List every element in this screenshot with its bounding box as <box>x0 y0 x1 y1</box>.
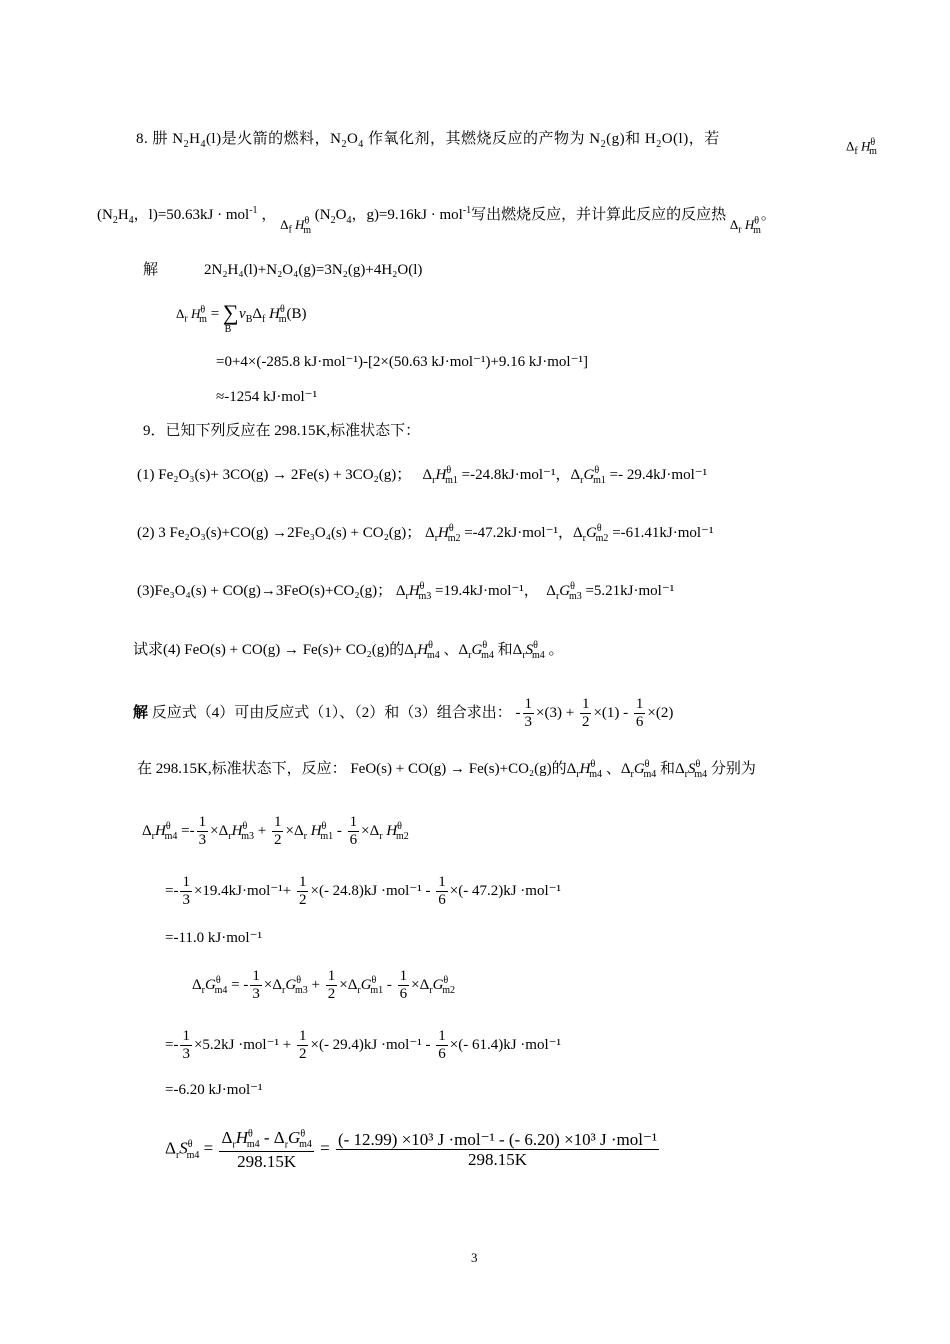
p8-text: 写出燃烧反应，并计算此反应的反应热 <box>471 207 727 223</box>
p8-text: (N <box>314 207 331 223</box>
p9-text: (2) 3 Fe₂O₃(s)+CO(g) →2Fe₃O₄(s) + CO₂(g)； <box>137 525 422 541</box>
p8-text: 。 <box>760 207 776 223</box>
p9-text: 、 <box>443 642 459 658</box>
g-calc-text: ×5.2kJ ·mol⁻¹ + <box>193 1037 292 1054</box>
s-numerator: (- 12.99) ×10³ J ·mol⁻¹ - (- 6.20) ×10³ J ·mol⁻¹ <box>337 1129 658 1149</box>
p9-text: =-61.41kJ·mol⁻¹ <box>612 525 714 541</box>
p8-text: (l)是火箭的燃料，N <box>205 131 342 147</box>
p9-solution-intro: 解 反应式（4）可由反应式（1）、（2）和（3）组合求出： - $\frac{1}{3}$ ×(3) + $\frac{1}{2}$ ×(1) - $\frac{1}{6}$ ×(2) <box>133 696 674 731</box>
p8-text: O(l)，若 <box>661 131 720 147</box>
delta-f-h-symbol: $\Delta_f$ $H^\theta_m$ <box>846 137 877 157</box>
p9-text: =5.21kJ·mol⁻¹ <box>585 583 675 599</box>
p9-text: 和 <box>660 761 676 777</box>
p8-text: O <box>335 207 347 223</box>
p8-formula: $\Delta_r$ $H^\theta_m = \sum_B$ $\nu_B\Delta_f$ $H^\theta_m(B)$ <box>176 300 307 335</box>
p9-text: 在 298.15K,标准状态下，反应： FeO(s) + CO(g) → Fe(s)+CO₂(g)的 <box>137 761 567 777</box>
h-calc-text: ×(- 47.2)kJ ·mol⁻¹ <box>449 883 562 900</box>
s-denominator: 298.15K <box>237 1151 297 1171</box>
p9-text: =19.4kJ·mol⁻¹， <box>435 583 539 599</box>
p8-text: 作氧化剂，其燃烧反应的产物为 N <box>363 131 601 147</box>
g-result: =-6.20 kJ·mol⁻¹ <box>165 1082 263 1098</box>
h-formula: $\Delta_rH^\theta_{m4}$ =- $\frac{1}{3}$ $\times\Delta_rH^\theta_{m3}$ + $\frac{1}{2}$ $\times\Delta_r$ $H^\theta_{m1}$ - $\frac{1}{6}$ $\times\Delta_r$ $H^\theta_{m2}$ <box>142 814 409 849</box>
g-formula: $\Delta_rG^\theta_{m4}$ = - $\frac{1}{3}$ $\times\Delta_rG^\theta_{m3}$ + $\frac{1}{2}$ $\times\Delta_rG^\theta_{m1}$ - $\frac{1}{6}$ $\times\Delta_rG^\theta_{m2}$ <box>192 968 455 1003</box>
g-calc-text: ×(- 29.4)kJ ·mol⁻¹ - <box>310 1037 431 1054</box>
p9-reaction-2: (2) 3 Fe₂O₃(s)+CO(g) →2Fe₃O₄(s) + CO₂(g)； $\Delta_rH^\theta_{m2} =-47.2kJ\cdot mol^{-1}$，$\Delta_rG^\theta_{m2} =-61.41kJ\cdot mol^{-1}$ <box>137 523 714 544</box>
h-calc: =- $\frac{1}{3}$ ×19.4kJ·mol⁻¹+ $\frac{1}{2}$ ×(- 24.8)kJ ·mol⁻¹ - $\frac{1}{6}$ ×(- 47.2)kJ ·mol⁻¹ <box>165 874 562 909</box>
p9-text: (3)Fe₃O₄(s) + CO(g)→3FeO(s)+CO₂(g)； <box>137 583 393 599</box>
p8-calc1: =0+4×(-285.8 kJ·mol⁻¹)-[2×(50.63 kJ·mol⁻¹)+9.16 kJ·mol⁻¹] <box>216 354 589 370</box>
h-calc-text: ×19.4kJ·mol⁻¹+ <box>193 883 292 900</box>
p9-text: 试求(4) FeO(s) + CO(g) → Fe(s)+ CO₂(g)的 <box>133 642 405 658</box>
p9-text: 。 <box>548 642 564 658</box>
p8-text: 8. 肼 N <box>136 131 184 147</box>
p8-calc2: ≈-1254 kJ·mol⁻¹ <box>216 389 318 405</box>
p8-text: ，l)=50.63kJ · mol <box>133 207 250 223</box>
p9-text: =-47.2kJ·mol⁻¹， <box>464 525 574 541</box>
p8-solution-label: 解 <box>143 262 159 278</box>
s-formula: $\Delta_rS^\theta_{m4}$ = $\frac{\Delta_rH^\theta_{m4} - \Delta_rG^\theta_{m4}}{298.15K}$ = $\frac{\text{(- 12.99) ×10³ J ·mol⁻¹ - (- 6.20) ×10³ J ·mol⁻¹}}{298.15K}$ <box>165 1128 658 1171</box>
p9-text: 反应式（4）可由反应式（1）、（2）和（3）组合求出： <box>148 705 512 722</box>
p9-question: 试求(4) FeO(s) + CO(g) → Fe(s)+ CO₂(g)的$\Delta_rH^\theta_{m4}$ 、$\Delta_rG^\theta_{m4}$ 和$\Delta_rS^\theta_{m4}$ 。 <box>133 640 564 661</box>
p9-text: 和 <box>497 642 513 658</box>
p9-reaction-1: (1) Fe₂O₃(s)+ 3CO(g) → 2Fe(s) + 3CO₂(g)； $\Delta_rH^\theta_{m1} =-24.8kJ\cdot mol^{-1}$，$\Delta_rG^\theta_{m1} =- 29.4kJ\cdot mol^{-1}$ <box>137 465 708 486</box>
p9-text: 分别为 <box>710 761 756 777</box>
p8-text: (g)和 H <box>606 131 657 147</box>
h-result: =-11.0 kJ·mol⁻¹ <box>165 930 262 946</box>
p8-text: ， <box>261 207 277 223</box>
p8-text: H <box>117 207 129 223</box>
p9-intro: 9．已知下列反应在 298.15K,标准状态下： <box>143 423 421 439</box>
p9-text: 、 <box>605 761 621 777</box>
h-calc-text: ×(- 24.8)kJ ·mol⁻¹ - <box>310 883 431 900</box>
p9-condition: 在 298.15K,标准状态下，反应： FeO(s) + CO(g) → Fe(s)+CO₂(g)的$\Delta_rH^\theta_{m4}$ 、$\Delta_rG^\theta_{m4}$ 和$\Delta_rS^\theta_{m4}$ 分别为 <box>137 759 756 780</box>
p9-text: =-24.8kJ·mol⁻¹， <box>461 467 571 483</box>
s-denominator: 298.15K <box>468 1150 528 1170</box>
p9-reaction-3: (3)Fe₃O₄(s) + CO(g)→3FeO(s)+CO₂(g)； $\Delta_rH^\theta_{m3} =19.4kJ\cdot mol^{-1}$， $\Delta_rG^\theta_{m3} =5.21kJ\cdot mol^{-1}$ <box>137 581 675 602</box>
g-calc: =- $\frac{1}{3}$ ×5.2kJ ·mol⁻¹ + $\frac{1}{2}$ ×(- 29.4)kJ ·mol⁻¹ - $\frac{1}{6}$ ×(- 61.4)kJ ·mol⁻¹ <box>165 1028 562 1063</box>
p9-text: =- 29.4kJ·mol⁻¹ <box>609 467 708 483</box>
p9-text: (1) Fe₂O₃(s)+ 3CO(g) → 2Fe(s) + 3CO₂(g)； <box>137 467 412 483</box>
p8-text: (N <box>97 207 113 223</box>
g-calc-text: ×(- 61.4)kJ ·mol⁻¹ <box>449 1037 562 1054</box>
p8-text: O <box>346 131 359 147</box>
p8-text: ，g)=9.16kJ · mol <box>351 207 463 223</box>
page-number: 3 <box>471 1250 478 1265</box>
p8-text: (B) <box>286 306 307 322</box>
p8-equation: 2N₂H₄(l)+N₂O₄(g)=3N₂(g)+4H₂O(l) <box>204 262 423 278</box>
p8-line2: ($N_2H_4$，l)=50.63kJ · mol$^{-1}$ ， $\Delta_f$ $H^\theta_m$ ($N_2O_4$，g)=9.16kJ · mol$^{-1}$写出燃烧反应，并计算此反应的反应热 $\Delta_r$ $H^\theta_m$。 <box>97 205 776 236</box>
p9-solution-label: 解 <box>133 705 149 722</box>
p8-line1: 8. 肼 $N_2H_4(l)$是火箭的燃料，$N_2O_4$ 作氧化剂，其燃烧反应的产物为 $N_2(g)$和 $H_2O(l)$，若 <box>136 131 720 150</box>
p8-text: H <box>189 131 201 147</box>
